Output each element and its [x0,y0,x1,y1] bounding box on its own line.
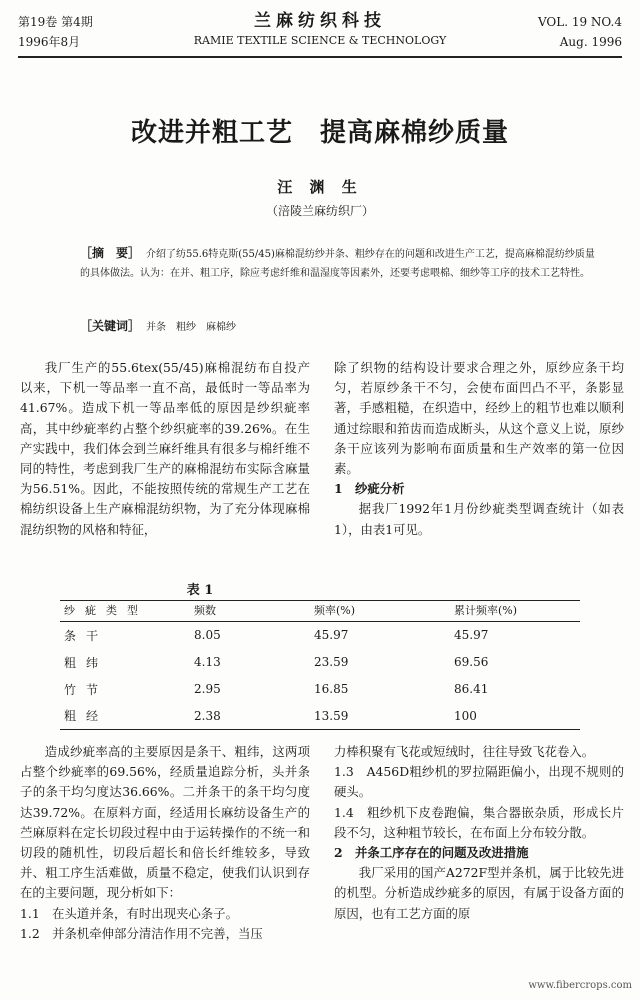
journal-name-cn: 兰麻纺织科技 [254,11,386,31]
header-rate: 频率(%) [314,604,356,617]
abstract [80,244,600,283]
cell-rate: 23.59 [314,655,349,669]
keywords [80,318,600,336]
paragraph-intro: 我厂生产的55.6tex(55/45)麻棉混纺布自投产以来，下机一等品率一直不高，最低时一等品率为41.67%。造成下机一等品率低的原因是纱织疵率高，其中纱疵率约占整个纱织疵率的39.26%。在生产实践中，我们体会到兰麻纤维具有很多与棉纤维不同的特性，考虑到我厂生产的麻棉混纺布实际含麻量为56.51%。因此，不能按照传统的常规生产工艺在棉纺织设备上生产麻棉混纺织物，为了充分体现麻棉混纺织物的风格和特征， [20,360,310,537]
item-1-2-cont: 力棒积聚有飞花或短绒时，往往导致飞花卷入。 [334,744,595,759]
body-column-right-bottom [334,742,624,924]
table-header-row [60,601,580,622]
cell-frequency: 4.13 [194,655,221,669]
journal-header [18,8,622,58]
table-caption: 表 1 [186,583,214,598]
abstract-text: 介绍了纺55.6特克斯(55/45)麻棉混纺纱并条、粗纱存在的问题和改进生产工艺，提高麻棉混纺纱质量的具体做法。认为：在并、粗工序，除应考虑纤维和温湿度等因素外，还要考虑喂棉、细纱等工序的技术工艺特性。 [80,249,595,279]
table-row [60,622,580,649]
volume-issue-cn: 第19卷 第4期 [18,15,93,29]
item-1-2: 1.2 并条机牵伸部分清洁作用不完善，当压 [20,925,263,941]
date-en: Aug. 1996 [559,35,622,49]
body-column-right-top [334,358,624,540]
body-column-left-top [20,358,310,540]
cell-rate: 16.85 [314,682,349,696]
header-defect-type: 纱疵类型 [64,604,148,617]
cell-cumulative: 100 [454,708,477,723]
cell-type: 条干 [64,628,109,643]
item-1-1: 1.1 在头道并条，有时出现夹心条子。 [20,905,238,921]
cell-type: 粗纬 [64,655,109,670]
date-cn: 1996年8月 [18,35,81,49]
cell-type: 粗经 [64,709,109,724]
paragraph-analysis: 造成纱疵率高的主要原因是条干、粗纬，这两项占整个纱疵率的69.56%，经质量追踪分析，头并条子的条干均匀度达36.66%。二并条干的条干均匀度达39.72%。在原料方面，经适用长麻纺设备生产的苎麻原料在定长切段过程中由于运转操作的不统一和切段的随机性，切段后超长和倍长纤维较多，导致并、粗工序生活难做，质量不稳定，使我们认识到存在的主要问题，现分析如下： [20,744,310,901]
cell-type: 竹节 [64,682,109,697]
volume-issue-en: VOL. 19 NO.4 [537,15,622,29]
cell-cumulative: 69.56 [454,655,489,669]
cell-frequency: 8.05 [194,628,221,643]
table-row [60,703,580,730]
keywords-text: 并条 粗纱 麻棉纱 [146,322,237,333]
paragraph-drawframe: 我厂采用的国产A272F型并条机，属于比较先进的机型。分析造成纱疵多的原因，有属于设备方面的原因，也有工艺方面的原 [334,865,624,921]
paragraph-intro-cont: 除了织物的结构设计要求合理之外，原纱应条干均匀，若原纱条干不匀，会使布面凹凸不平，条影显著，手感粗糙，在织造中，经纱上的粗节也难以顺利通过综眼和筘齿而造成断头，从这个意义上说，原纱条干应该列为影响布面质量和生产效率的第一位因素。 [334,360,624,477]
item-1-4: 1.4 粗纱机下皮卷跑偏，集合器嵌杂质，形成长片段不匀，这种粗节较长，在布面上分布较分散。 [334,804,624,840]
paper-affiliation: （涪陵兰麻纺织厂） [265,204,374,218]
section-heading-2: 2 并条工序存在的问题及改进措施 [334,845,529,861]
paper-title: 改进并粗工艺 提高麻棉纱质量 [130,118,509,148]
cell-frequency: 2.95 [194,682,221,696]
item-1-3: 1.3 A456D粗纱机的罗拉隔距偏小，出现不规则的硬头。 [334,764,624,800]
section-heading-1: 1 纱疵分析 [334,481,405,497]
watermark-url: www.fibercrops.com [528,980,632,991]
keywords-label: ［关键词］ [80,319,141,333]
paragraph-survey: 据我厂1992年1月份纱疵类型调查统计（如表1），由表1可见。 [334,501,624,537]
journal-name-en: RAMIE TEXTILE SCIENCE & TECHNOLOGY [193,34,447,47]
cell-cumulative: 86.41 [454,682,489,696]
cell-rate: 13.59 [314,708,349,723]
cell-frequency: 2.38 [194,708,221,723]
abstract-label: ［摘 要］ [80,246,141,260]
cell-cumulative: 45.97 [454,628,489,643]
body-column-left-bottom [20,742,310,944]
header-right [538,12,622,52]
header-center [18,10,622,50]
table-1 [60,582,580,730]
defect-table [60,600,580,730]
cell-rate: 45.97 [314,628,349,643]
header-frequency: 频数 [194,604,216,617]
table-row [60,676,580,703]
table-row [60,649,580,676]
header-cumulative-rate: 累计频率(%) [454,604,518,617]
paper-author: 汪 渊 生 [277,178,363,196]
